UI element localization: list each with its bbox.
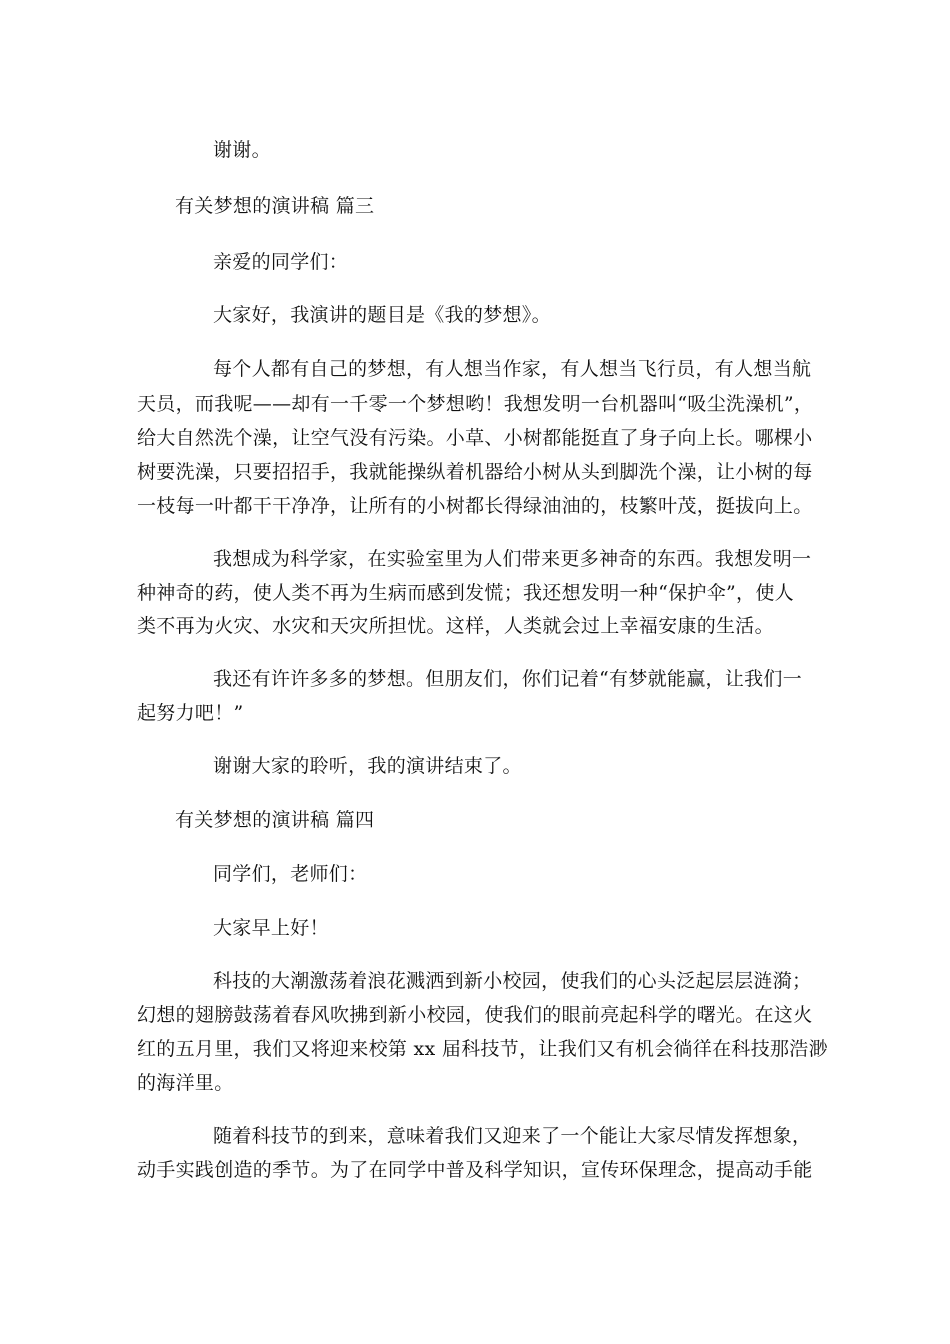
thanks-line: 谢谢。 xyxy=(213,139,271,161)
greeting-line: 同学们，老师们： xyxy=(213,863,368,885)
paragraph-line: 树要洗澡，只要招招手，我就能操纵着机器给小树从头到脚洗个澡，让小树的每 xyxy=(137,461,813,483)
paragraph-line: 随着科技节的到来，意味着我们又迎来了一个能让大家尽情发挥想象， xyxy=(213,1125,812,1147)
section-heading-3: 有关梦想的演讲稿 篇三 xyxy=(175,195,375,217)
paragraph-line: 红的五月里，我们又将迎来校第 xx 届科技节，让我们又有机会徜徉在科技那浩渺 xyxy=(137,1038,828,1060)
intro-line: 大家早上好！ xyxy=(213,917,329,939)
greeting-line: 亲爱的同学们： xyxy=(213,251,349,273)
paragraph-line: 每个人都有自己的梦想，有人想当作家，有人想当飞行员，有人想当航 xyxy=(213,358,812,380)
paragraph-line: 一枝每一叶都干干净净，让所有的小树都长得绿油油的，枝繁叶茂，挺拔向上。 xyxy=(137,495,813,517)
paragraph-line: 动手实践创造的季节。为了在同学中普及科学知识，宣传环保理念，提高动手能 xyxy=(137,1159,813,1181)
paragraph-line: 我还有许许多多的梦想。但朋友们，你们记着“有梦就能赢，让我们一 xyxy=(213,668,803,690)
paragraph-line: 我想成为科学家，在实验室里为人们带来更多神奇的东西。我想发明一 xyxy=(213,548,812,570)
paragraph-line: 天员，而我呢——却有一千零一个梦想哟！我想发明一台机器叫“吸尘洗澡机”， xyxy=(137,393,814,415)
paragraph-line: 类不再为火灾、水灾和天灾所担忧。这样，人类就会过上幸福安康的生活。 xyxy=(137,615,774,637)
closing-line: 谢谢大家的聆听，我的演讲结束了。 xyxy=(213,755,522,777)
paragraph-line: 的海洋里。 xyxy=(137,1072,234,1094)
paragraph-line: 幻想的翅膀鼓荡着春风吹拂到新小校园，使我们的眼前亮起科学的曙光。在这火 xyxy=(137,1004,813,1026)
paragraph-line: 起努力吧！” xyxy=(137,702,244,724)
paragraph-line: 给大自然洗个澡，让空气没有污染。小草、小树都能挺直了身子向上长。哪棵小 xyxy=(137,427,813,449)
paragraph-line: 种神奇的药，使人类不再为生病而感到发慌；我还想发明一种“保护伞”，使人 xyxy=(137,582,794,604)
intro-line: 大家好，我演讲的题目是《我的梦想》。 xyxy=(213,304,551,326)
section-heading-4: 有关梦想的演讲稿 篇四 xyxy=(175,809,375,831)
paragraph-line: 科技的大潮激荡着浪花溅洒到新小校园，使我们的心头泛起层层涟漪； xyxy=(213,970,812,992)
